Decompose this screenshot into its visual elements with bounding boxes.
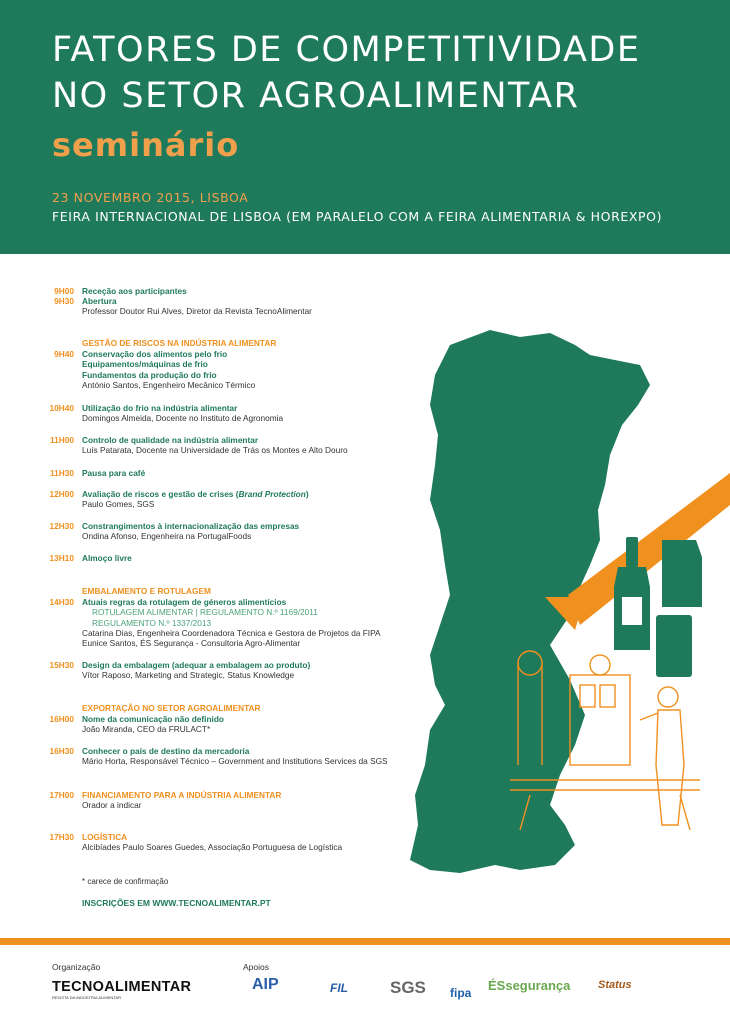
regulation-line: ROTULAGEM ALIMENTAR | REGULAMENTO N.º 1169/2011: [92, 607, 318, 618]
item-speaker: Vítor Raposo, Marketing and Strategic, Status Knowledge: [82, 670, 295, 681]
item-speaker: Alcibíades Paulo Soares Guedes, Associação Portuguesa de Logística: [82, 842, 343, 853]
jar-icon: [656, 615, 692, 677]
orange-divider: [0, 938, 730, 945]
item-title: Nome da comunicação não definido: [82, 714, 224, 724]
status-knowledge-logo: Status: [598, 979, 632, 991]
item-time: 14H30: [49, 597, 74, 607]
item-speaker: Eunice Santos, ÉS Segurança - Consultoria Agro-Alimentar: [82, 638, 301, 649]
item-speaker: Paulo Gomes, SGS: [82, 499, 155, 510]
item-time: 12H30: [49, 521, 74, 531]
item-time: 16H30: [49, 746, 74, 756]
item-title: Atuais regras da rotulagem de géneros alimentícios: [82, 597, 287, 607]
subtitle: seminário: [52, 126, 240, 164]
item-title: Conservação dos alimentos pelo frio: [82, 349, 228, 359]
es-seguranca-logo: ÉSsegurança: [488, 978, 571, 993]
carton-icon: [662, 540, 702, 607]
event-date: 23 NOVEMBRO 2015, LISBOA: [52, 190, 249, 205]
item-time: 11H30: [50, 468, 74, 478]
item-title: Controlo de qualidade na indústria alimentar: [82, 435, 259, 445]
organization-label: Organização: [52, 962, 101, 972]
item-time: 16H00: [49, 714, 74, 724]
header-banner: [0, 0, 730, 254]
item-speaker: João Miranda, CEO da FRULACT*: [82, 724, 211, 735]
item-section: LOGÍSTICA: [82, 832, 128, 842]
item-title: Equipamentos/máquinas de frio: [82, 359, 208, 370]
regulation-line: REGULAMENTO N.º 1337/2013: [92, 617, 212, 628]
item-time: 13H10: [49, 553, 74, 563]
item-time: 10H40: [49, 403, 74, 413]
title-line-2: NO SETOR AGROALIMENTAR: [52, 76, 580, 116]
item-title: Receção aos participantes: [82, 286, 187, 296]
aip-logo: AIP: [252, 976, 279, 993]
item-section: FINANCIAMENTO PARA A INDÚSTRIA ALIMENTAR: [82, 790, 282, 800]
item-speaker: Professor Doutor Rui Alves, Diretor da Revista TecnoAlimentar: [82, 306, 312, 317]
item-title: Abertura: [82, 296, 117, 306]
item-title: Fundamentos da produção do frio: [82, 369, 217, 380]
item-speaker: Luís Patarata, Docente na Universidade de Trás os Montes e Alto Douro: [82, 445, 348, 456]
item-time: 15H30: [49, 660, 74, 670]
item-title: Utilização do frio na indústria alimentar: [82, 403, 238, 413]
item-speaker: Mário Horta, Responsável Técnico – Government and Institutions Services da SGS: [82, 756, 388, 767]
item-title: Avaliação de riscos e gestão de crises (Brand Protection): [82, 489, 309, 499]
sgs-logo: SGS: [390, 978, 426, 997]
bottle-label: [622, 597, 642, 625]
item-time: 9H40: [54, 349, 74, 359]
fipa-logo: fipa: [450, 986, 472, 1000]
item-title: Constrangimentos à internacionalização das empresas: [82, 521, 300, 531]
title-line-1: FATORES DE COMPETITIVIDADE: [52, 30, 641, 70]
item-time: 12H00: [49, 489, 74, 499]
item-speaker: Ondina Afonso, Engenheira na PortugalFoods: [82, 531, 252, 542]
item-speaker: Domingos Almeida, Docente no Instituto de Agronomia: [82, 413, 284, 424]
item-speaker: Catarina Dias, Engenheira Coordenadora Técnica e Gestora de Projetos da FIPA: [82, 627, 381, 638]
fil-logo: FIL: [330, 981, 348, 995]
item-time: 11H00: [50, 435, 74, 445]
tecnoalimentar-tagline: REVISTA DA INDÚSTRIA ALIMENTAR: [52, 995, 121, 1000]
item-speaker: Orador a indicar: [82, 800, 142, 811]
event-venue: FEIRA INTERNACIONAL DE LISBOA (EM PARALELO COM A FEIRA ALIMENTARIA & HOREXPO): [52, 209, 663, 224]
registration-link[interactable]: INSCRIÇÕES EM WWW.TECNOALIMENTAR.PT: [82, 898, 271, 908]
item-time: 17H00: [49, 790, 74, 800]
item-time: 17H30: [49, 832, 74, 842]
tecnoalimentar-logo: TECNOALIMENTAR: [52, 979, 192, 995]
item-time: 9H30: [54, 296, 74, 306]
item-time: 9H00: [54, 286, 74, 296]
supporters-label: Apoios: [243, 962, 269, 972]
portugal-map-illustration: [400, 325, 730, 885]
item-speaker: António Santos, Engenheiro Mecânico Térmico: [82, 379, 256, 390]
confirmation-note: * carece de confirmação: [82, 877, 169, 886]
item-title: Conhecer o país de destino da mercadoria: [82, 746, 250, 756]
item-title: Almoço livre: [82, 553, 132, 563]
item-title: Design da embalagem (adequar a embalagem ao produto): [82, 660, 311, 670]
item-title: Pausa para café: [82, 468, 146, 478]
